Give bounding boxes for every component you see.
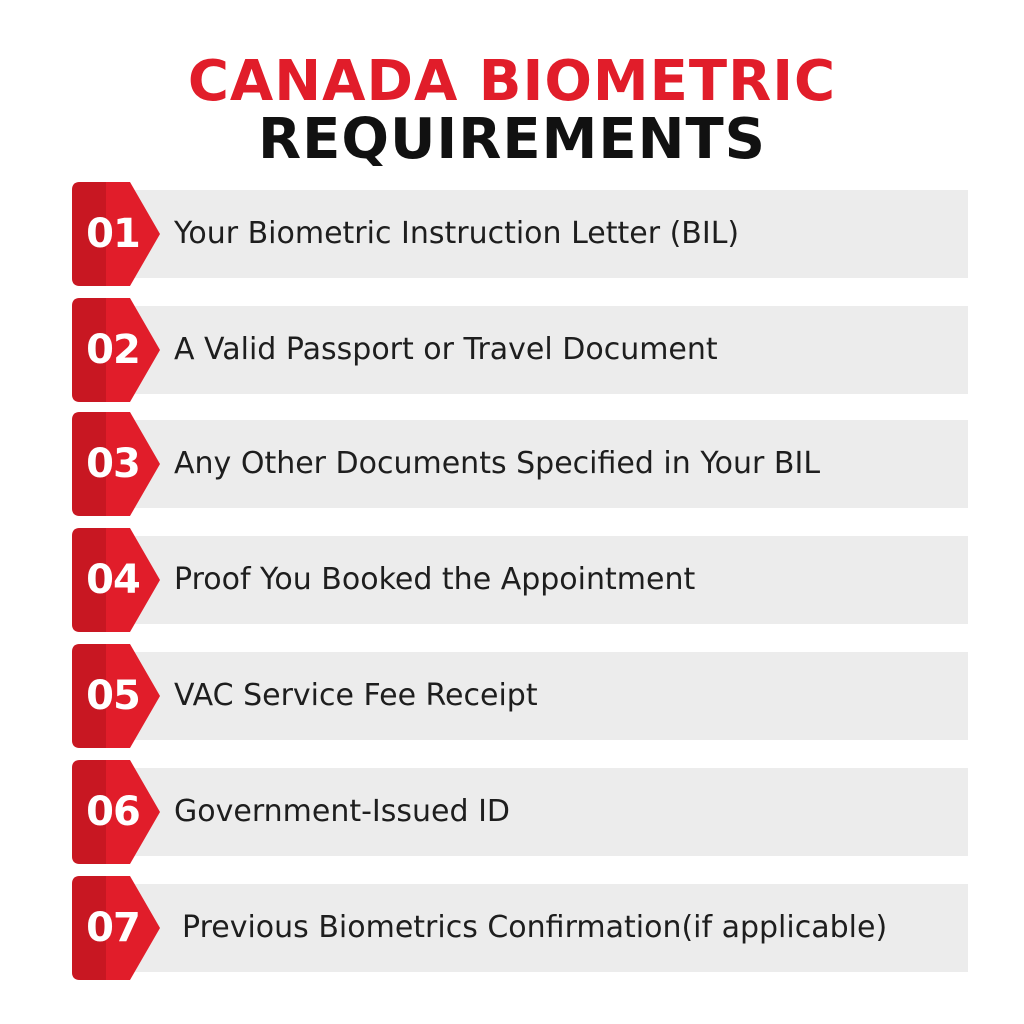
item-text: A Valid Passport or Travel Document — [174, 332, 718, 367]
item-number: 01 — [86, 211, 140, 257]
number-badge — [72, 760, 162, 864]
item-text: Previous Biometrics Confirmation(if applicable) — [182, 910, 888, 945]
item-text: Government-Issued ID — [174, 794, 511, 829]
number-badge — [72, 412, 162, 516]
page-title-line-1: CANADA BIOMETRIC — [187, 49, 837, 114]
list-item — [72, 298, 968, 402]
number-badge — [72, 298, 162, 402]
list-item — [72, 528, 968, 632]
item-text: Proof You Booked the Appointment — [174, 562, 696, 597]
item-text: Any Other Documents Specified in Your BIL — [174, 446, 821, 481]
list-item — [72, 876, 968, 980]
list-item — [72, 760, 968, 864]
number-badge — [72, 876, 162, 980]
page-title-line-2: REQUIREMENTS — [257, 107, 767, 172]
item-number: 07 — [86, 905, 140, 951]
item-text: VAC Service Fee Receipt — [174, 678, 538, 713]
item-number: 03 — [86, 441, 140, 487]
item-number: 06 — [86, 789, 140, 835]
list-item — [72, 182, 968, 286]
item-number: 04 — [86, 557, 140, 603]
item-text: Your Biometric Instruction Letter (BIL) — [174, 216, 740, 251]
list-item — [72, 644, 968, 748]
list-item — [72, 412, 968, 516]
item-number: 02 — [86, 327, 140, 373]
number-badge — [72, 528, 162, 632]
item-number: 05 — [86, 673, 140, 719]
number-badge — [72, 182, 162, 286]
number-badge — [72, 644, 162, 748]
